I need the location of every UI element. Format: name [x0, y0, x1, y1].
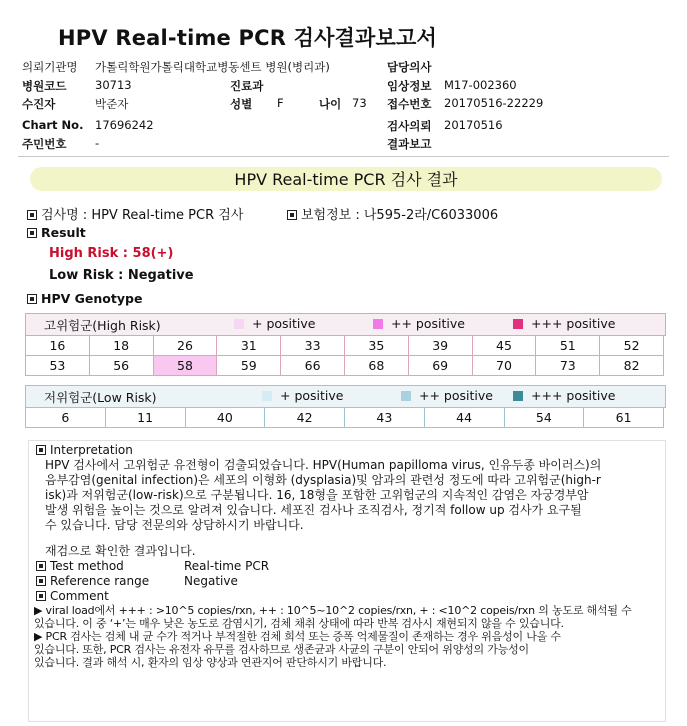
genotype-cell: 18 [89, 336, 153, 356]
result-banner: HPV Real-time PCR 검사 결과 [30, 167, 662, 191]
receipt-label: 접수번호 [387, 97, 432, 111]
interpretation-line: 수 있습니다. 담당 전문의와 상담하시기 바랍니다. [45, 518, 304, 532]
bullet-icon [36, 591, 46, 601]
genotype-cell: 26 [153, 336, 217, 356]
bullet-icon [36, 576, 46, 586]
test-method-value: Real-time PCR [184, 559, 270, 573]
comment-line: 있습니다. 또한, PCR 검사는 유전자 유무를 검사하므로 생존균과 사균의 구분이 안되어 위양성의 가능성이 [34, 643, 529, 656]
bullet-icon [36, 561, 46, 571]
interpretation-line: 발생 위험을 높이는 것으로 알려져 있습니다. 세포진 검사나 조직검사, 정기적 follow up 검사가 요구될 [45, 503, 582, 517]
patient-value: 박준자 [95, 97, 129, 111]
genotype-cell: 35 [344, 336, 408, 356]
reference-range-value: Negative [184, 574, 238, 588]
report-title: HPV Real-time PCR 검사결과보고서 [58, 26, 437, 50]
genotype-cell: 66 [281, 356, 345, 376]
age-value: 73 [352, 96, 367, 110]
genotype-cell: 45 [472, 336, 536, 356]
high-risk-header [25, 313, 666, 336]
hospital-code-value: 30713 [95, 78, 132, 92]
attending-label: 담당의사 [387, 60, 432, 74]
sex-value: F [277, 96, 284, 110]
legend-swatch-icon [262, 391, 272, 401]
interpretation-line: 음부감염(genital infection)은 세포의 이형화 (dysplasia)및 암과의 관련성 정도에 따라 고위험군(high-r [45, 473, 601, 487]
hospital-code-label: 병원코드 [22, 79, 67, 93]
genotype-cell: 51 [536, 336, 600, 356]
legend-swatch-icon [401, 391, 411, 401]
genotype-cell: 59 [217, 356, 281, 376]
clinical-info-value: M17-002360 [444, 78, 517, 92]
comment-text [34, 604, 662, 669]
legend-swatch-icon [234, 319, 244, 329]
request-value: 20170516 [444, 118, 503, 132]
genotype-cell: 58 [153, 356, 217, 376]
patient-label: 수진자 [22, 97, 56, 111]
legend-plus2: ++ positive [401, 388, 493, 403]
low-risk-header [25, 385, 666, 408]
genotype-cell: 43 [345, 408, 425, 428]
legend-swatch-icon [373, 319, 383, 329]
legend-plus2: ++ positive [373, 316, 465, 331]
genotype-cell: 82 [600, 356, 664, 376]
interpretation-line: isk)과 저위험군(low-risk)으로 구분됩니다. 16, 18형을 포함한 고위험군의 지속적인 감염은 자궁경부암 [45, 488, 589, 502]
low-risk-result: Low Risk : Negative [49, 268, 194, 283]
chart-value: 17696242 [95, 118, 154, 132]
genotype-cell: 53 [26, 356, 90, 376]
high-risk-table [25, 335, 664, 376]
legend-plus: + positive [262, 388, 343, 403]
genotype-cell: 33 [281, 336, 345, 356]
genotype-cell: 31 [217, 336, 281, 356]
test-name: 검사명 : HPV Real-time PCR 검사 [41, 208, 244, 223]
genotype-cell: 69 [408, 356, 472, 376]
comment-heading: Comment [36, 589, 109, 604]
result-heading: Result [27, 225, 86, 240]
rrn-label: 주민번호 [22, 137, 67, 151]
interpretation-text [45, 458, 660, 533]
dept-label: 진료과 [230, 79, 264, 93]
genotype-cell: 39 [408, 336, 472, 356]
comment-line: 있습니다. 이 중 ‘+’는 매우 낮은 농도로 감염시기, 검체 채취 상태에 따라 반복 검사시 재현되지 않을 수 있습니다. [34, 617, 564, 630]
interpretation-line: HPV 검사에서 고위험군 유전형이 검출되었습니다. HPV(Human papilloma virus, 인유두종 바이러스)의 [45, 458, 602, 472]
legend-plus: + positive [234, 316, 315, 331]
genotype-cell: 6 [26, 408, 106, 428]
institution-value: 가톨릭학원가톨릭대학교병동센트 병원(병리과) [95, 60, 330, 74]
header-divider [18, 156, 669, 157]
genotype-cell: 61 [584, 408, 664, 428]
legend-plus3: +++ positive [513, 316, 615, 331]
comment-line: 있습니다. 결과 해석 시, 환자의 임상 양상과 연관지어 판단하시기 바랍니다. [34, 656, 387, 669]
legend-swatch-icon [513, 319, 523, 329]
genotype-heading: HPV Genotype [27, 291, 142, 306]
bullet-icon [27, 228, 37, 238]
genotype-cell: 54 [504, 408, 584, 428]
legend-swatch-icon [513, 391, 523, 401]
receipt-value: 20170516-22229 [444, 96, 544, 110]
insurance-line [287, 204, 498, 223]
genotype-cell: 42 [265, 408, 345, 428]
comment-line: ▶ viral load에서 +++ : >10^5 copies/rxn, ++ : 10^5~10^2 copies/rxn, + : <10^2 copeis/rxn 의 농도로 해석될 수 [34, 604, 632, 617]
report-label: 결과보고 [387, 137, 432, 151]
genotype-cell: 52 [600, 336, 664, 356]
sex-label: 성별 [230, 97, 253, 111]
comment-line: ▶ PCR 검사는 검체 내 균 수가 적거나 부적절한 검체 희석 또는 증폭 억제물질이 존재하는 경우 위음성이 나올 수 [34, 630, 561, 643]
test-method-label: Test method [36, 559, 124, 574]
insurance-info: 보험정보 : 나595-2라/C6033006 [301, 208, 499, 223]
genotype-cell: 16 [26, 336, 90, 356]
institution-label: 의뢰기관명 [22, 60, 78, 74]
genotype-cell: 73 [536, 356, 600, 376]
request-label: 검사의뢰 [387, 119, 432, 133]
low-risk-title: 저위험군(Low Risk) [44, 390, 157, 405]
reference-range-label: Reference range [36, 574, 149, 589]
confirm-note: 재검으로 확인한 결과입니다. [45, 544, 196, 558]
bullet-icon [287, 210, 297, 220]
age-label: 나이 [319, 97, 342, 111]
test-name-line [27, 204, 243, 223]
rrn-value: - [95, 136, 100, 150]
chart-label: Chart No. [22, 118, 84, 132]
bullet-icon [27, 210, 37, 220]
low-risk-table [25, 407, 664, 428]
bullet-icon [27, 294, 37, 304]
genotype-cell: 68 [344, 356, 408, 376]
genotype-cell: 56 [89, 356, 153, 376]
genotype-cell: 11 [105, 408, 185, 428]
bullet-icon [36, 445, 46, 455]
genotype-cell: 70 [472, 356, 536, 376]
high-risk-title: 고위험군(High Risk) [44, 318, 161, 333]
high-risk-result: High Risk : 58(+) [49, 246, 174, 261]
clinical-info-label: 임상정보 [387, 79, 432, 93]
legend-plus3: +++ positive [513, 388, 615, 403]
interpretation-heading: Interpretation [36, 443, 133, 458]
genotype-cell: 44 [424, 408, 504, 428]
genotype-cell: 40 [185, 408, 265, 428]
